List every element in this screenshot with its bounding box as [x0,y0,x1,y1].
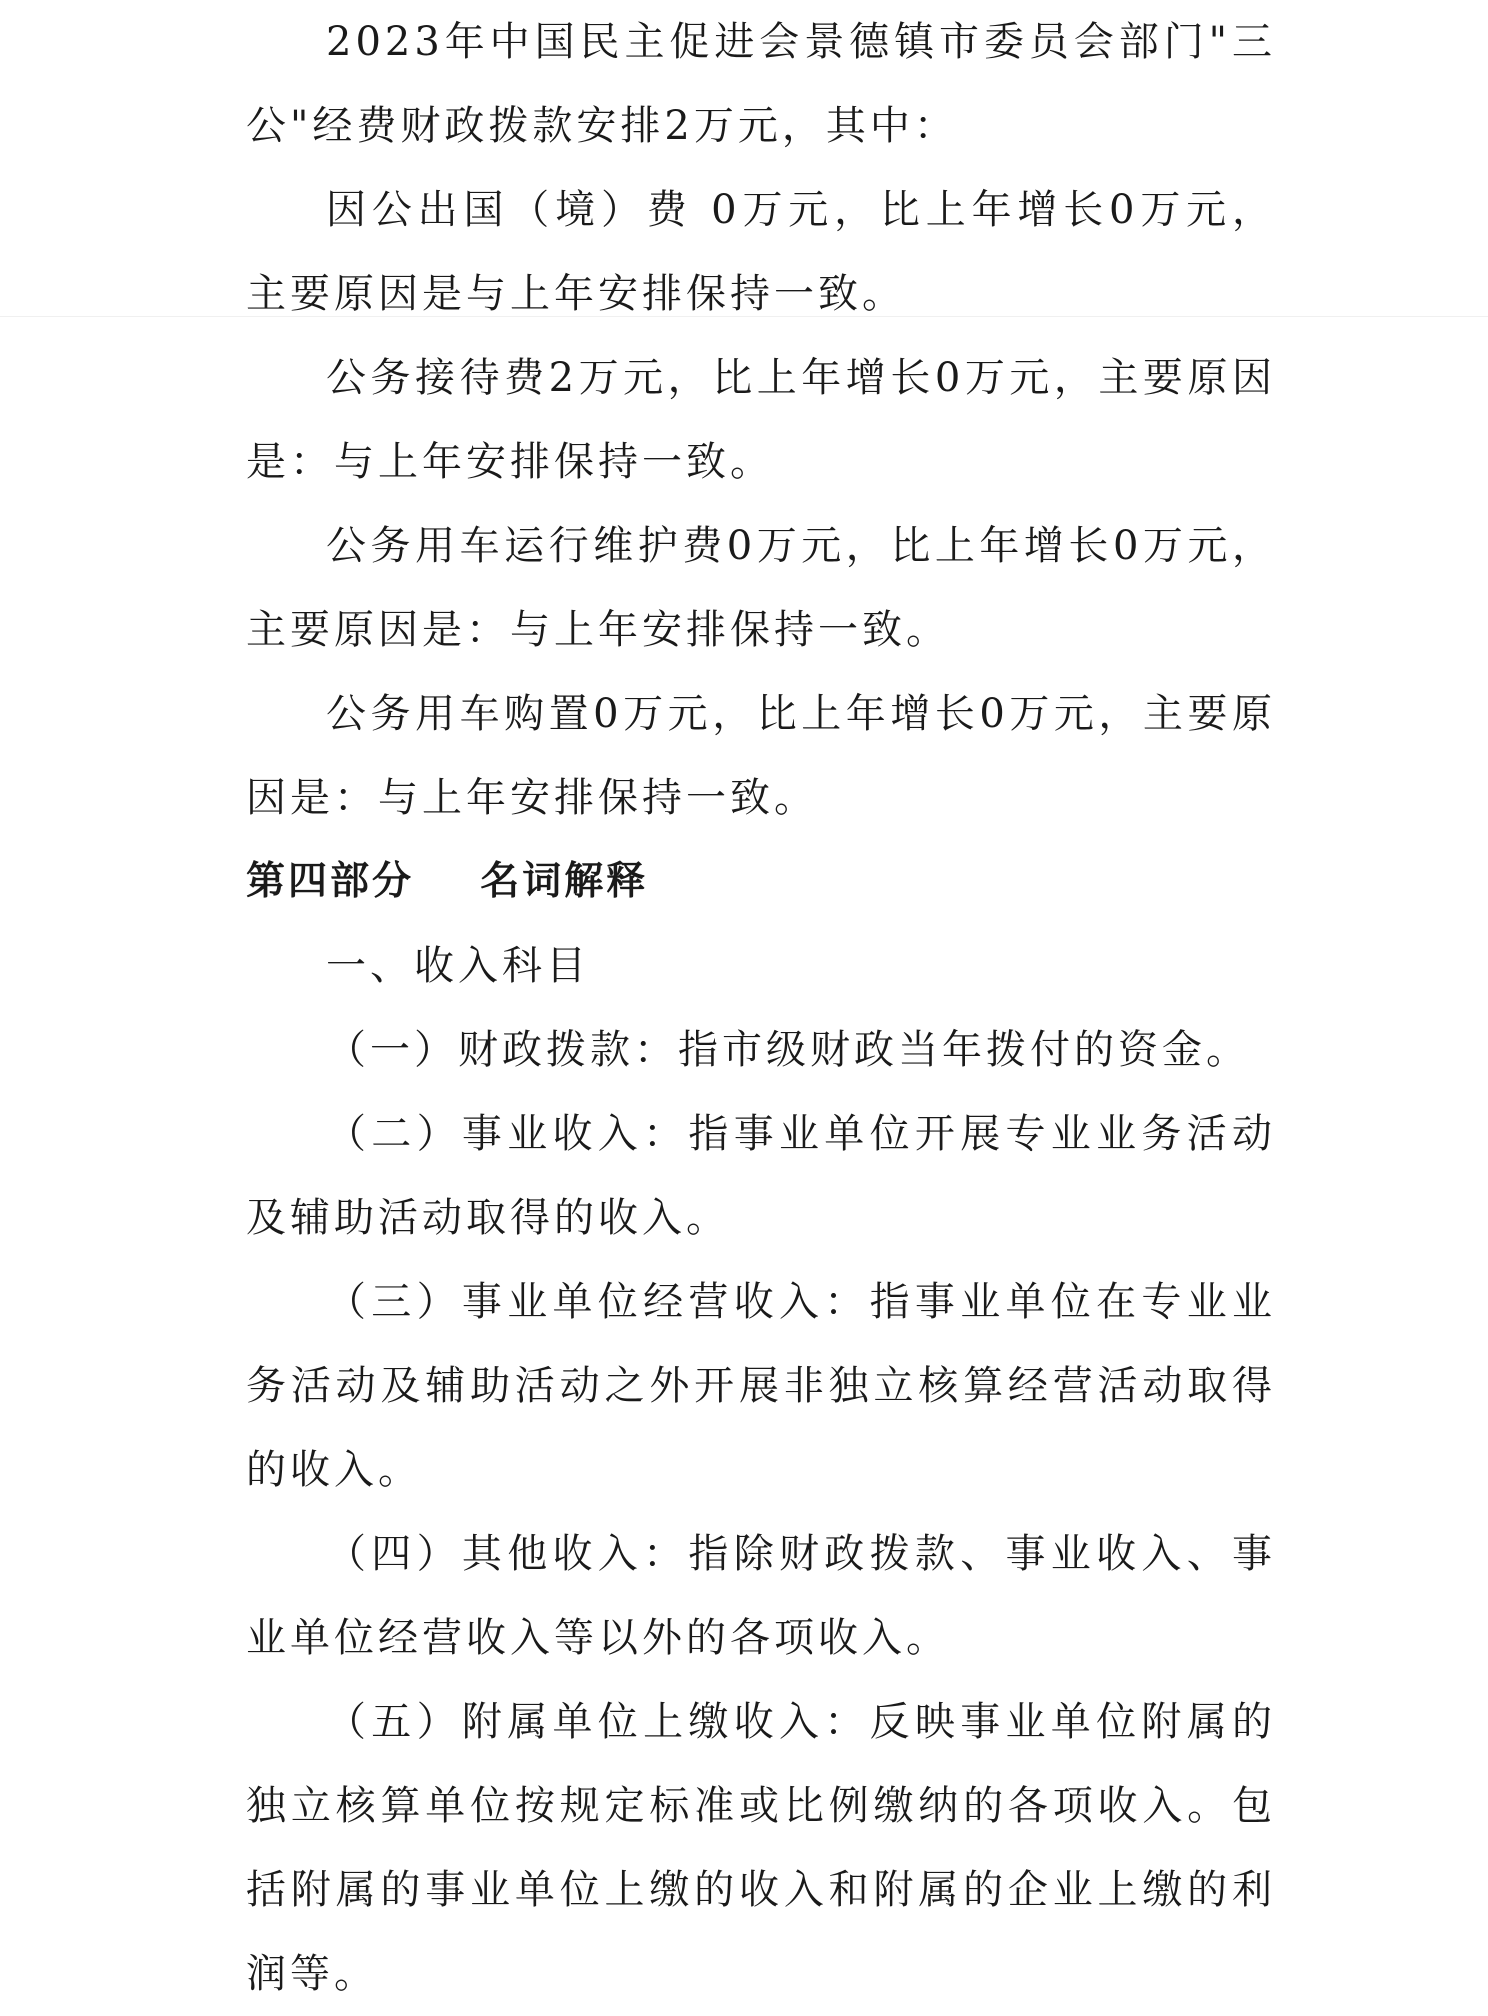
definition-operating-income: （三）事业单位经营收入：指事业单位在专业业务活动及辅助活动之外开展非独立核算经营活动取得的收入。 [246,1279,1276,1493]
paragraph-vehicle-maintenance: 公务用车运行维护费0万元，比上年增长0万元，主要原因是：与上年安排保持一致。 [246,523,1276,653]
definition-business-income: （二）事业收入：指事业单位开展专业业务活动及辅助活动取得的收入。 [246,1111,1276,1241]
section-heading: 第四部分 名词解释 [246,859,649,904]
paragraph-official-reception: 公务接待费2万元，比上年增长0万元，主要原因是：与上年安排保持一致。 [246,355,1276,485]
paragraph-vehicle-purchase: 公务用车购置0万元，比上年增长0万元，主要原因是：与上年安排保持一致。 [246,691,1276,821]
definition-affiliate-remittance: （五）附属单位上缴收入：反映事业单位附属的独立核算单位按规定标准或比例缴纳的各项收入。包括附属的事业单位上缴的收入和附属的企业上缴的利润等。 [246,1699,1276,1997]
paragraph-overseas-travel: 因公出国（境）费 0万元，比上年增长0万元，主要原因是与上年安排保持一致。 [246,187,1276,317]
definition-fiscal-appropriation: （一）财政拨款：指市级财政当年拨付的资金。 [326,1027,1250,1073]
paragraph-three-public-total: 2023年中国民主促进会景德镇市委员会部门"三公"经费财政拨款安排2万元，其中： [246,19,1276,149]
document-body [246,0,1276,2016]
definition-other-income: （四）其他收入：指除财政拨款、事业收入、事业单位经营收入等以外的各项收入。 [246,1531,1276,1661]
subsection-income-items: 一、收入科目 [326,943,590,989]
